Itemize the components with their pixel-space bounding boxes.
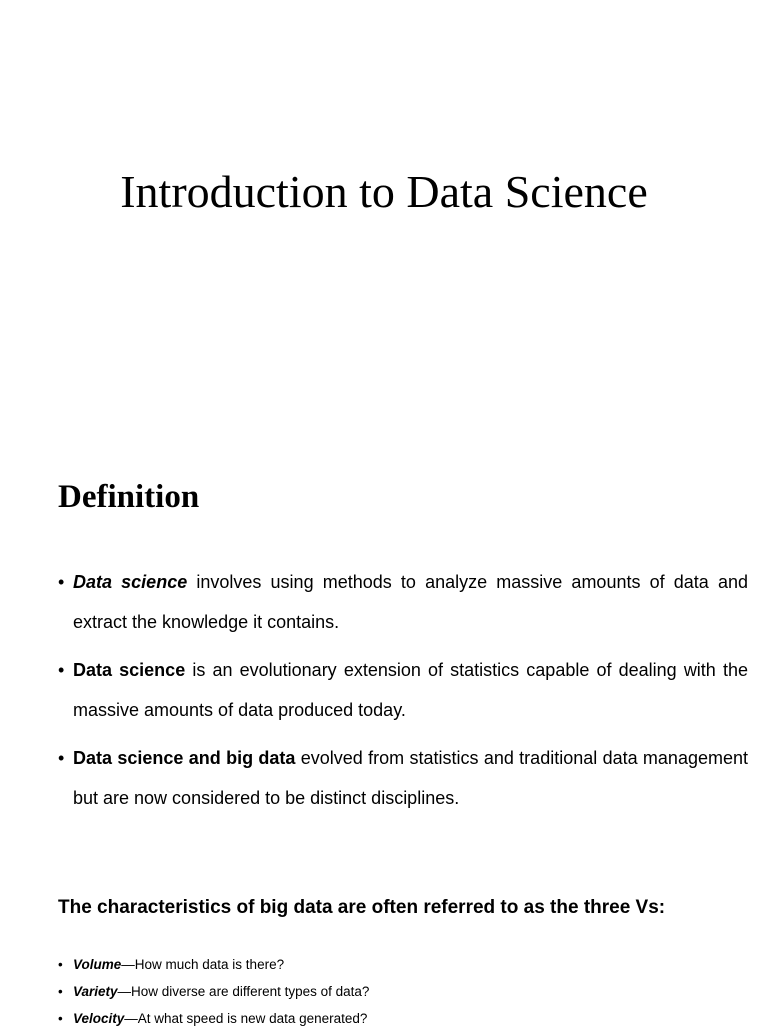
- definition-term: Data science and big data: [73, 748, 296, 768]
- characteristics-heading: The characteristics of big data are often referred to as the three Vs:: [58, 897, 666, 918]
- definition-item: [58, 650, 748, 730]
- v-term: Velocity: [73, 1011, 125, 1026]
- bullet-icon: •: [58, 984, 63, 999]
- list-item: [58, 978, 748, 1005]
- three-vs-list: [58, 951, 748, 1032]
- bullet-icon: •: [58, 748, 65, 768]
- definition-text: involves using methods to analyze massive amounts of data and extract the knowledge it contains.: [73, 572, 748, 632]
- definition-item: [58, 738, 748, 818]
- v-description: —At what speed is new data generated?: [124, 1011, 368, 1026]
- bullet-icon: •: [58, 957, 63, 972]
- definition-term: Data science: [73, 660, 186, 680]
- definition-text: evolved from statistics and traditional data management but are now considered to be distinct disciplines.: [73, 748, 748, 808]
- definition-item: [58, 562, 748, 642]
- definition-list: [58, 562, 748, 826]
- definition-heading: Definition: [58, 479, 200, 515]
- bullet-icon: •: [58, 1011, 63, 1026]
- list-item: [58, 951, 748, 978]
- bullet-icon: •: [58, 572, 65, 592]
- v-description: —How diverse are different types of data?: [117, 984, 370, 999]
- v-description: —How much data is there?: [121, 957, 285, 972]
- page-title: Introduction to Data Science: [120, 166, 648, 217]
- v-term: Volume: [73, 957, 122, 972]
- list-item: [58, 1005, 748, 1032]
- definition-text: is an evolutionary extension of statistics capable of dealing with the massive amounts of data produced today.: [73, 660, 748, 720]
- definition-term: Data science: [73, 572, 188, 592]
- bullet-icon: •: [58, 660, 65, 680]
- v-term: Variety: [73, 984, 118, 999]
